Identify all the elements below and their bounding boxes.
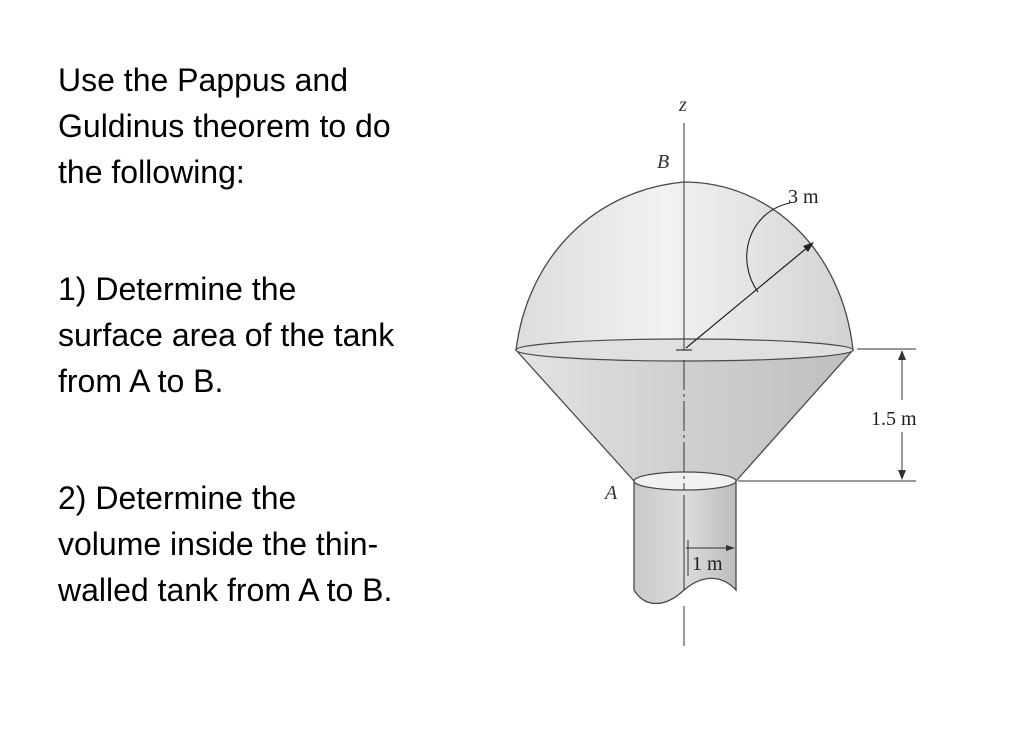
- question-2: [58, 475, 392, 613]
- radius-label: 3 m: [788, 186, 819, 208]
- height-arrow-bottom: [898, 470, 906, 480]
- pipe-shape: [634, 481, 736, 604]
- question-1: [58, 266, 394, 404]
- intro-line: Guldinus theorem to do: [58, 108, 391, 144]
- point-label-b: B: [657, 151, 670, 173]
- question-2-line: volume inside the thin-: [58, 526, 379, 562]
- pipe-top-ellipse: [634, 472, 736, 490]
- height-arrow-top: [898, 350, 906, 360]
- point-label-a: A: [605, 482, 618, 504]
- pipe-label: 1 m: [692, 553, 723, 575]
- question-1-line: 1) Determine the: [58, 271, 297, 307]
- axis-label-z: z: [679, 94, 687, 116]
- intro-line: the following:: [58, 154, 245, 190]
- question-2-line: 2) Determine the: [58, 480, 297, 516]
- intro-text: [58, 57, 391, 195]
- height-label: 1.5 m: [871, 408, 917, 430]
- intro-line: Use the Pappus and: [58, 62, 348, 98]
- question-1-line: surface area of the tank: [58, 317, 395, 353]
- question-2-line: walled tank from A to B.: [58, 572, 393, 608]
- tank-diagram: [500, 80, 960, 660]
- question-1-line: from A to B.: [58, 363, 224, 399]
